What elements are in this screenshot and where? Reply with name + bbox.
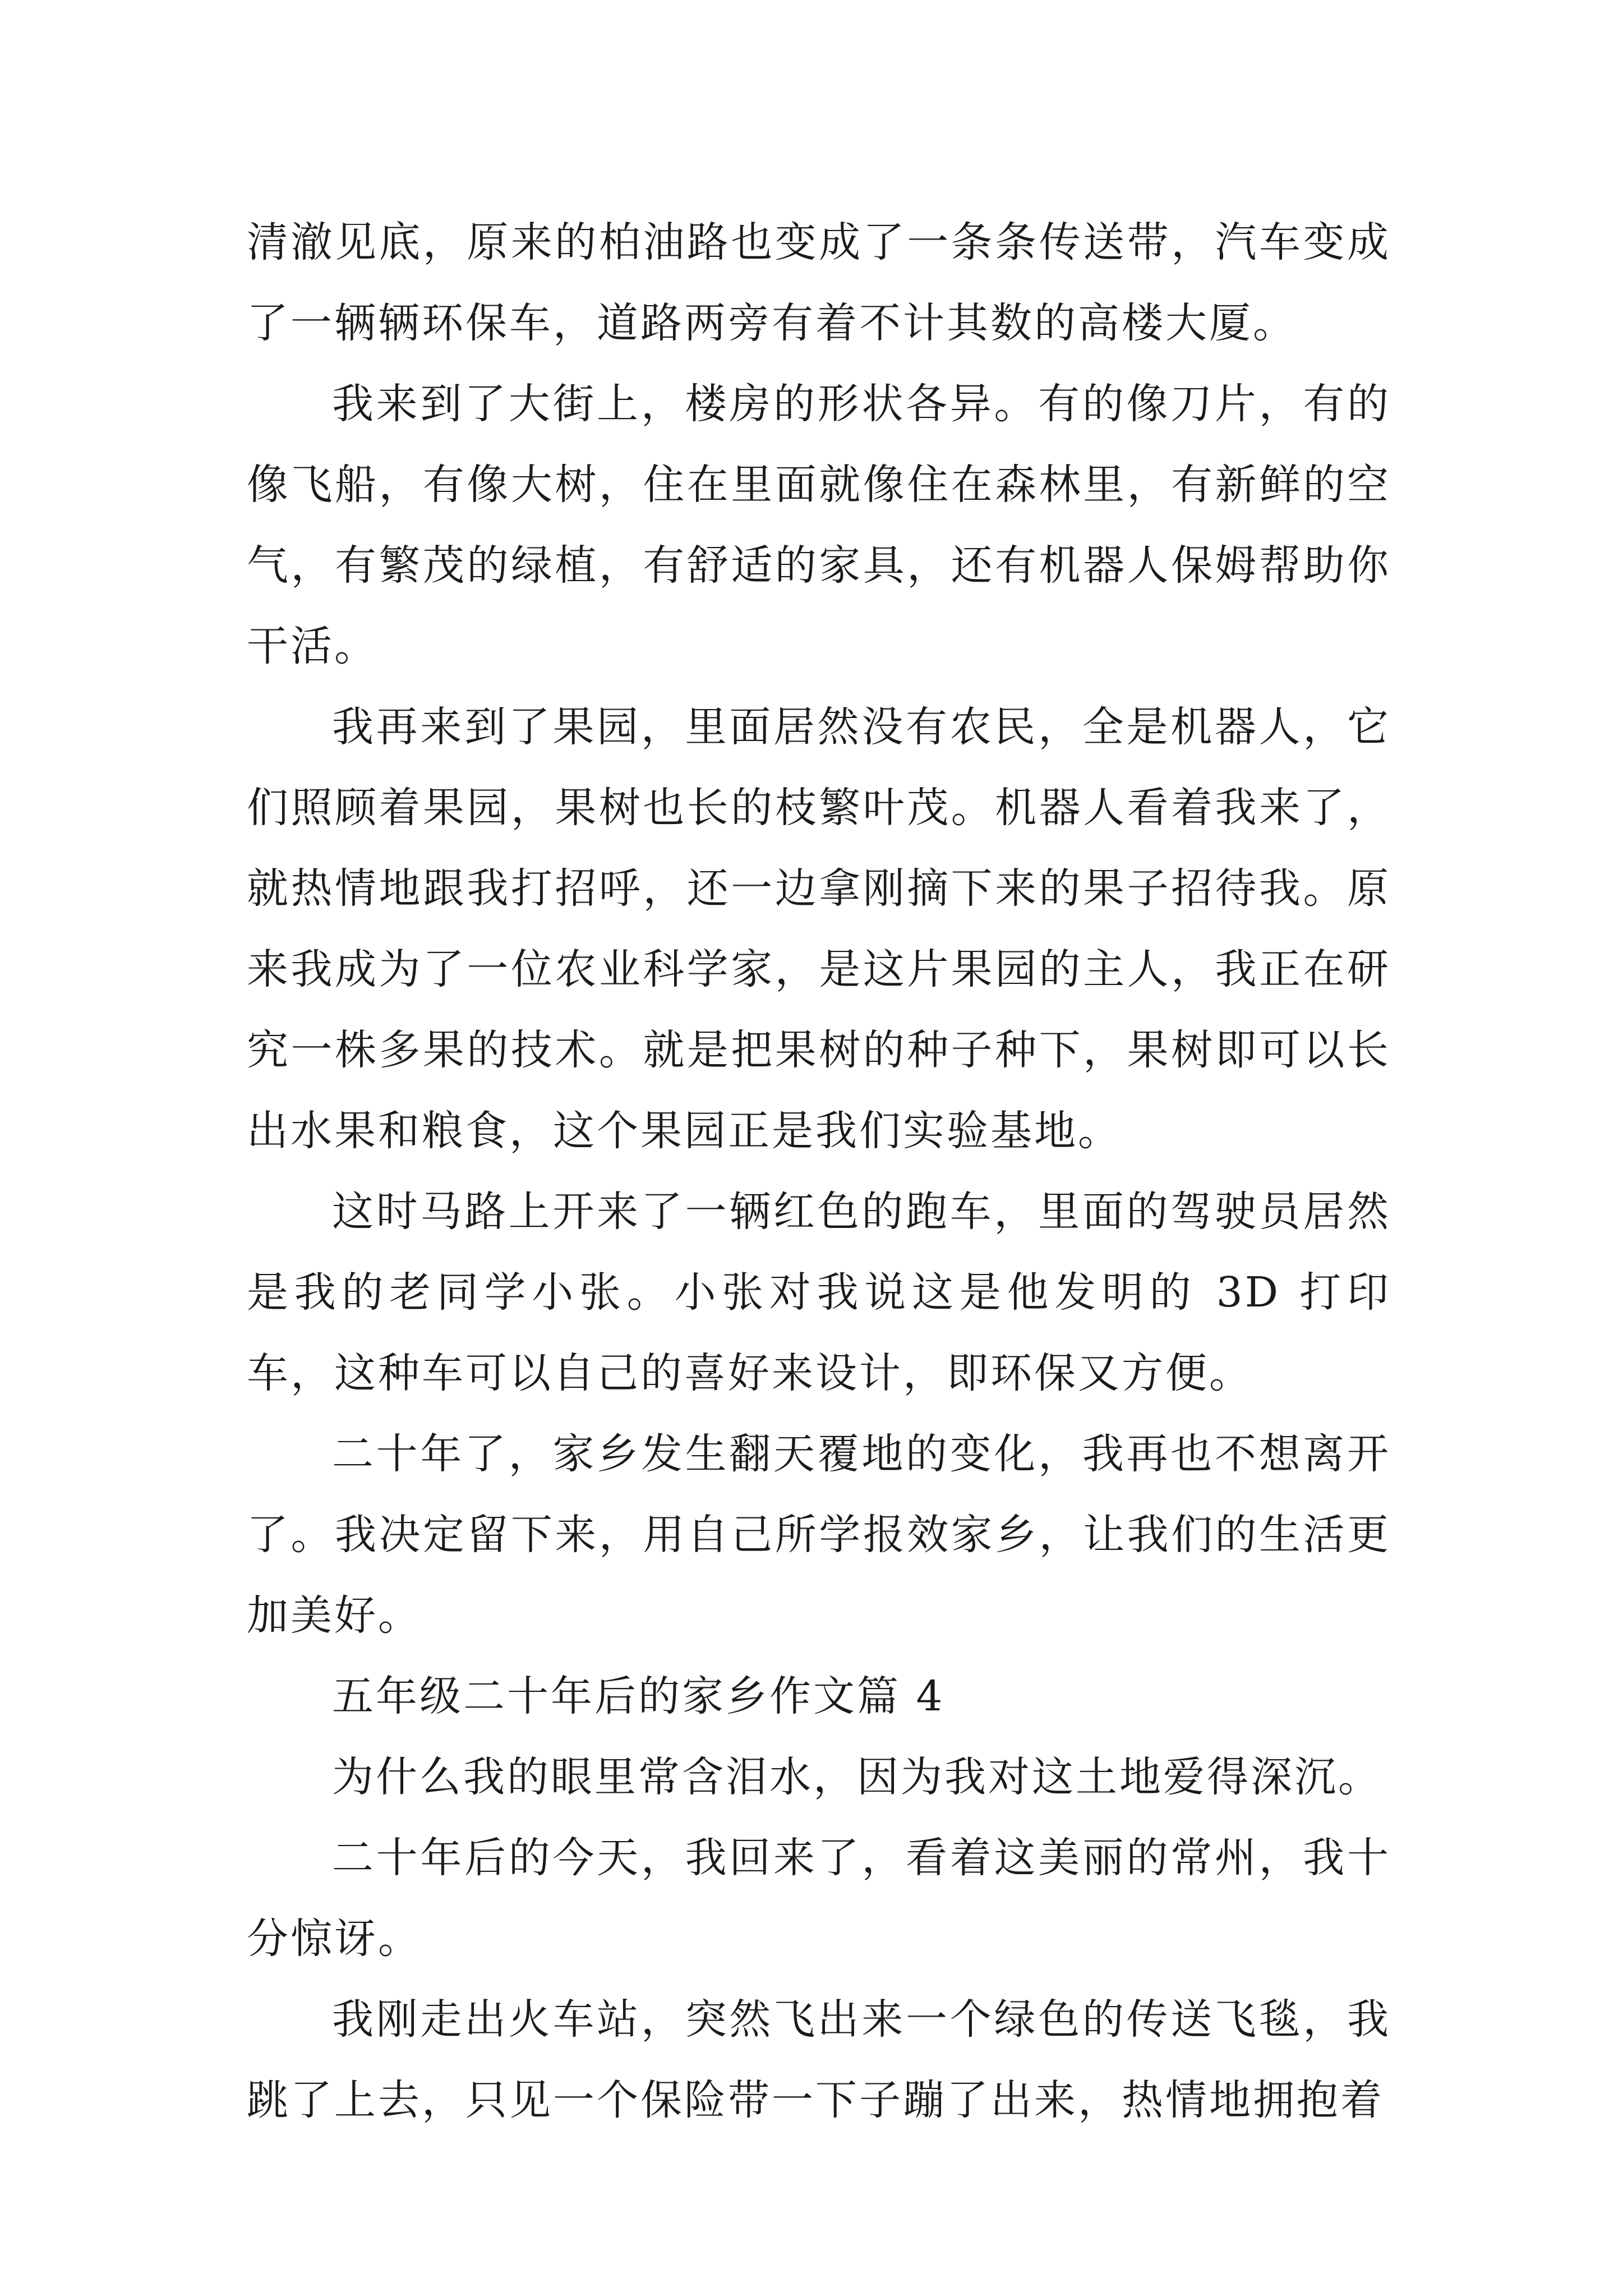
paragraph-2: 我来到了大街上，楼房的形状各异。有的像刀片，有的像飞船，有像大树，住在里面就像住在森林里，有新鲜的空气，有繁茂的绿植，有舒适的家具，还有机器人保姆帮助你干活。 <box>247 380 1391 670</box>
section-heading: 五年级二十年后的家乡作文篇 4 <box>332 1672 945 1720</box>
paragraph-1: 清澈见底，原来的柏油路也变成了一条条传送带，汽车变成了一辆辆环保车，道路两旁有着不计其数的高楼大厦。 <box>247 218 1391 347</box>
paragraph-4: 这时马路上开来了一辆红色的跑车，里面的驾驶员居然是我的老同学小张。小张对我说这是他发明的 3D 打印车，这种车可以自己的喜好来设计，即环保又方便。 <box>247 1188 1391 1397</box>
paragraph-3: 我再来到了果园，里面居然没有农民，全是机器人，它们照顾着果园，果树也长的枝繁叶茂。机器人看着我来了，就热情地跟我打招呼，还一边拿刚摘下来的果子招待我。原来我成为了一位农业科学家，是这片果园的主人，我正在研究一株多果的技术。就是把果树的种子种下，果树即可以长出水果和粮食，这个果园正是我们实验基地。 <box>247 703 1391 1155</box>
paragraph-7: 二十年后的今天，我回来了，看着这美丽的常州，我十分惊讶。 <box>247 1834 1391 1963</box>
paragraph-5: 二十年了，家乡发生翻天覆地的变化，我再也不想离开了。我决定留下来，用自己所学报效家乡，让我们的生活更加美好。 <box>247 1430 1391 1640</box>
paragraph-8: 我刚走出火车站，突然飞出来一个绿色的传送飞毯，我跳了上去，只见一个保险带一下子蹦了出来，热情地拥抱着 <box>247 1995 1391 2124</box>
document-body <box>247 202 1391 2141</box>
paragraph-6: 为什么我的眼里常含泪水，因为我对这土地爱得深沉。 <box>332 1753 1382 1801</box>
